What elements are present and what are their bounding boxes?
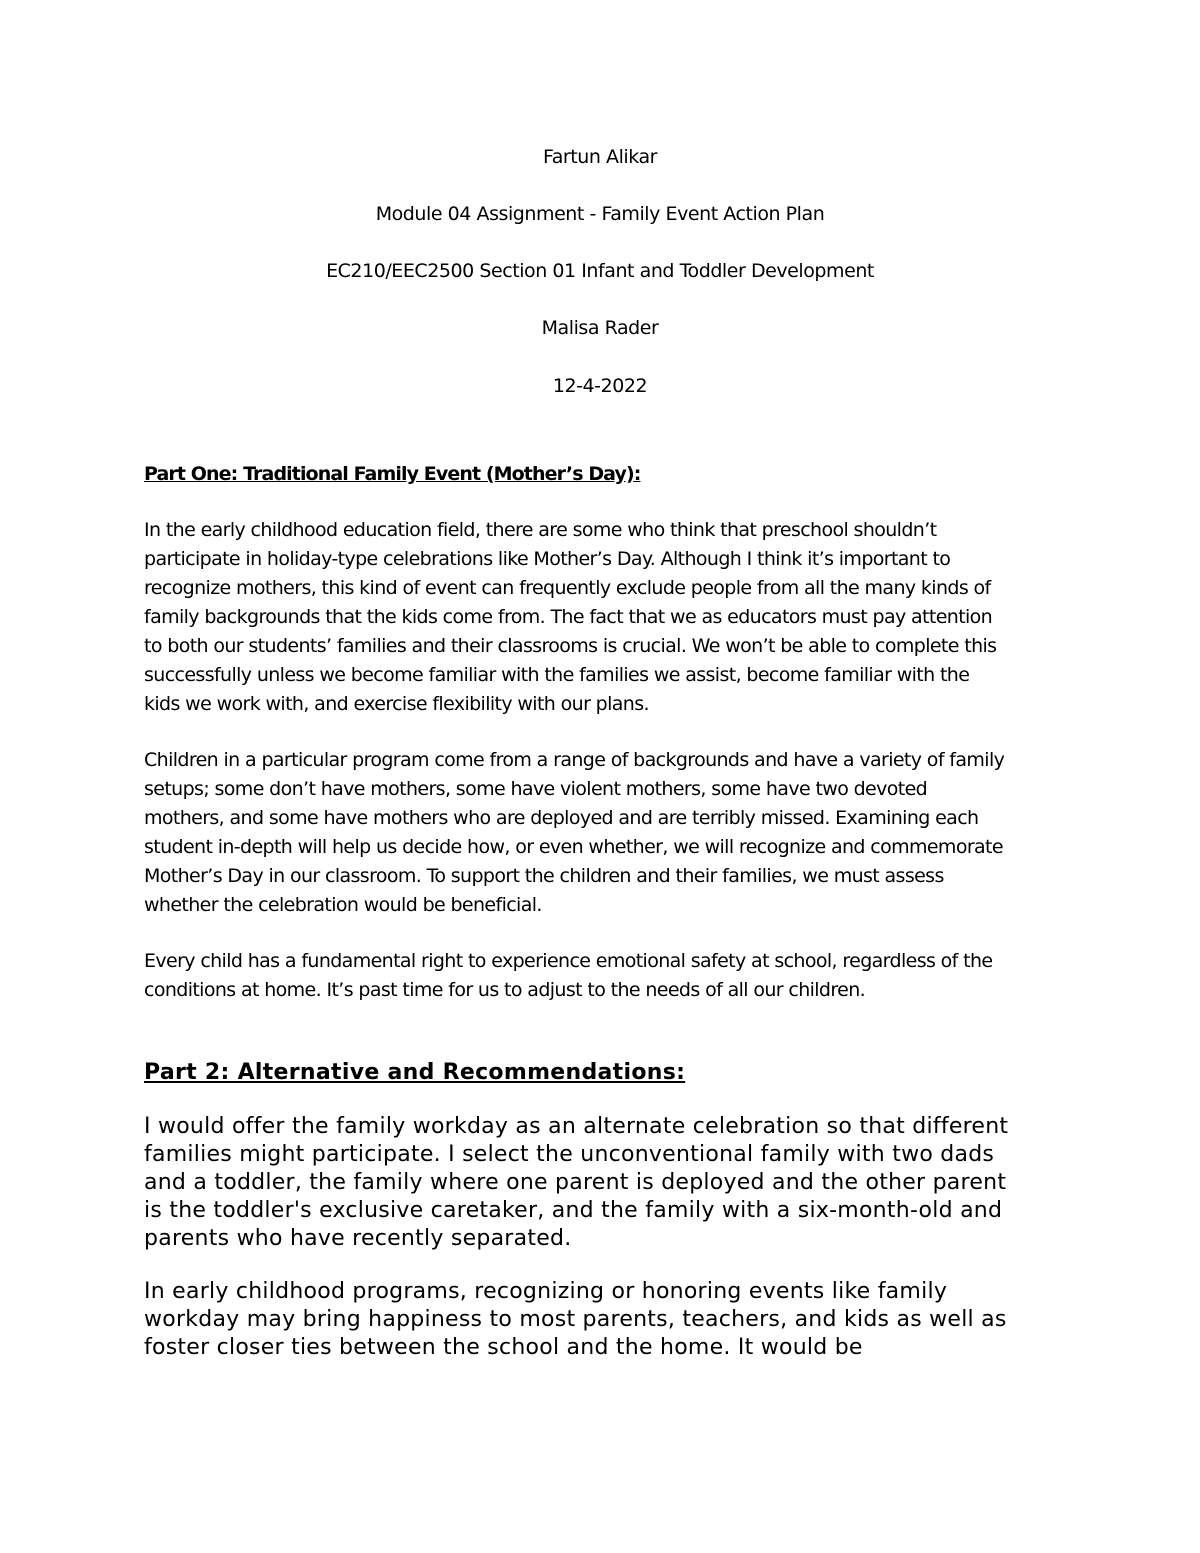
paragraph-line: conditions at home. It’s past time for us to adjust to the needs of all our children.: [144, 979, 866, 1001]
part-one-paragraph-1: [144, 516, 1064, 719]
paragraph-line: to both our students’ families and their classrooms is crucial. We won’t be able to complete this: [144, 635, 997, 657]
part-one-paragraph-3: [144, 947, 1064, 1005]
part-one-paragraph-2: [144, 746, 1064, 920]
paragraph-line: recognize mothers, this kind of event can frequently exclude people from all the many kinds of: [144, 577, 991, 599]
paragraph-line: Mother’s Day in our classroom. To support the children and their families, we must assess: [144, 865, 944, 887]
paragraph-line: setups; some don’t have mothers, some have violent mothers, some have two devoted: [144, 778, 928, 800]
instructor-name: Malisa Rader: [541, 317, 659, 339]
paragraph-line: is the toddler's exclusive caretaker, and the family with a six-month-old and: [144, 1198, 1003, 1223]
paragraph-line: parents who have recently separated.: [144, 1226, 572, 1251]
paragraph-line: family backgrounds that the kids come from. The fact that we as educators must pay attention: [144, 606, 993, 628]
part-two-paragraph-2: [144, 1278, 1064, 1362]
paragraph-line: In early childhood programs, recognizing or honoring events like family: [144, 1279, 948, 1304]
paragraph-line: kids we work with, and exercise flexibility with our plans.: [144, 693, 649, 715]
paragraph-line: Every child has a fundamental right to experience emotional safety at school, regardless of the: [144, 950, 993, 972]
paragraph-line: I would offer the family workday as an alternate celebration so that different: [144, 1114, 1009, 1139]
course-name: EC210/EEC2500 Section 01 Infant and Toddler Development: [326, 260, 874, 282]
part-two-heading: Part 2: Alternative and Recommendations:: [144, 1060, 686, 1085]
paragraph-line: mothers, and some have mothers who are deployed and are terribly missed. Examining each: [144, 807, 979, 829]
paragraph-line: workday may bring happiness to most parents, teachers, and kids as well as: [144, 1307, 1007, 1332]
document-date: 12-4-2022: [552, 375, 648, 397]
paragraph-line: whether the celebration would be beneficial.: [144, 894, 542, 916]
paragraph-line: student in-depth will help us decide how, or even whether, we will recognize and commemorate: [144, 836, 1003, 858]
paragraph-line: participate in holiday-type celebrations like Mother’s Day. Although I think it’s important to: [144, 548, 951, 570]
part-one-heading: Part One: Traditional Family Event (Mother’s Day):: [144, 463, 641, 485]
paragraph-line: successfully unless we become familiar with the families we assist, become familiar with the: [144, 664, 970, 686]
paragraph-line: In the early childhood education field, there are some who think that preschool shouldn’t: [144, 519, 937, 541]
author-name: Fartun Alikar: [542, 146, 658, 168]
paragraph-line: foster closer ties between the school and the home. It would be: [144, 1335, 863, 1360]
paragraph-line: families might participate. I select the unconventional family with two dads: [144, 1142, 995, 1167]
paragraph-line: Children in a particular program come from a range of backgrounds and have a variety of family: [144, 749, 1005, 771]
paragraph-line: and a toddler, the family where one parent is deployed and the other parent: [144, 1170, 1007, 1195]
assignment-title: Module 04 Assignment - Family Event Action Plan: [375, 203, 825, 225]
part-two-paragraph-1: [144, 1113, 1064, 1253]
